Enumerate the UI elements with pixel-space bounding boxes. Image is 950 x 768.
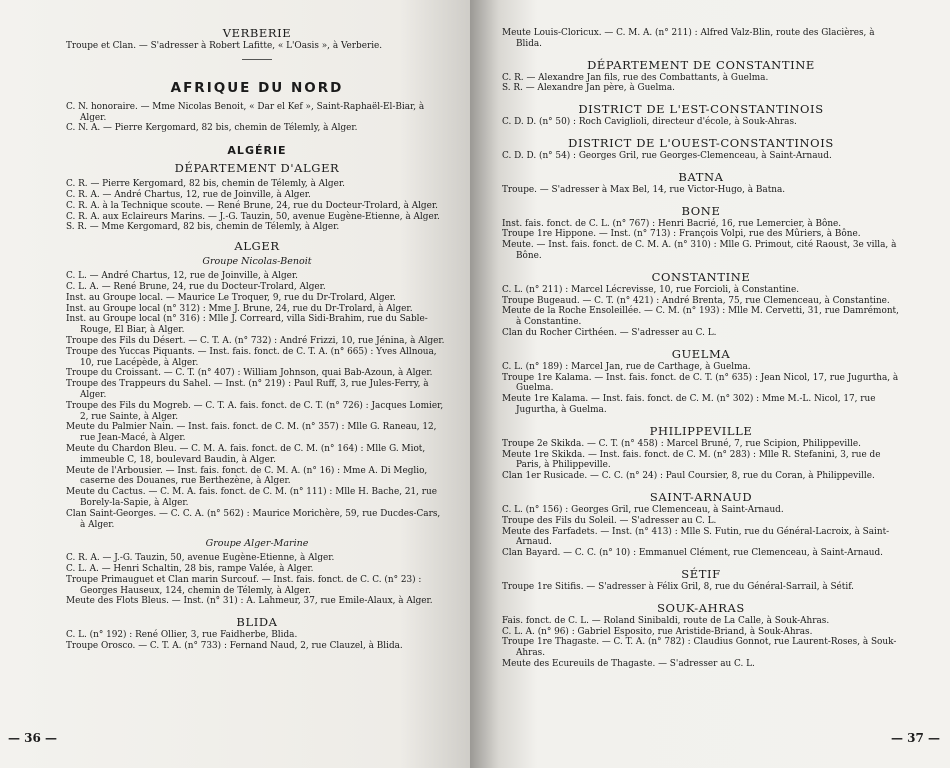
list-item: C. N. honoraire. — Mme Nicolas Benoit, « Dar el Kef », Saint-Raphaël-El-Biar, à Alger. [66,101,425,123]
section-block [502,567,900,593]
list-item: C. L. (n° 211) : Marcel Lécrevisse, 10, rue Forcioli, à Constantine. [502,284,800,295]
section-block [502,136,900,162]
list-item: Troupe des Fils du Désert. — C. T. A. (n° 732) : André Frizzi, 10, rue Jénina, à Alger. [66,335,445,346]
groupe-nicolas-entries [66,271,448,530]
section-block [502,58,900,95]
section-title: PHILIPPEVILLE [649,423,753,438]
entry-verberie: Troupe et Clan. — S'adresser à Robert Lafitte, « L'Oasis », à Verberie. [66,41,383,51]
list-item: Meute du Cactus. — C. M. A. fais. fonct. de C. M. (n° 111) : Mlle H. Bache, 21, rue Borely-la-Sapie, à Alger. [66,487,438,508]
list-item: Troupe 1re Sitifis. — S'adresser à Félix Gril, 8, rue du Général-Sarrail, à Sétif. [502,581,854,592]
section-title-verberie: VERBERIE [222,26,292,40]
list-item: Troupe 1re Hippone. — Inst. (n° 713) : François Volpi, rue des Mûriers, à Bône. [502,229,861,240]
list-item: Inst. fais. fonct. de C. L. (n° 767) : Henri Bacrié, 16, rue Lemercier, à Bône. [502,218,842,229]
section-title: SÉTIF [681,566,721,581]
groupe-alger-marine-entries [66,553,448,607]
section-title-departement-alger: DÉPARTEMENT D'ALGER [174,161,340,176]
list-item: C. L. (n° 189) : Marcel Jan, rue de Carthage, à Guelma. [502,361,751,372]
section-title: BATNA [678,169,724,184]
list-item: Clan Saint-Georges. — C. C. A. (n° 562) : Maurice Morichère, 59, rue Ducdes-Cars, à Alger. [66,508,441,530]
right-column [502,0,900,670]
list-item: Inst. au Groupe local. — Maurice Le Troquer, 9, rue du Dr-Trolard, Alger. [66,292,396,303]
right-page [470,0,950,768]
right-sections [502,58,900,670]
list-item: C. N. A. — Pierre Kergomard, 82 bis, chemin de Télemly, à Alger. [66,123,358,134]
list-item: Meute des Ecureuils de Thagaste. — S'adresser au C. L. [502,658,755,669]
list-item: C. L. (n° 156) : Georges Gril, rue Clemenceau, à Saint-Arnaud. [502,504,784,515]
section-title-blida: BLIDA [236,615,278,630]
list-item: C. L. — André Chartus, 12, rue de Joinville, à Alger. [66,271,298,282]
dept-alger-entries [66,179,448,233]
list-item: C. L. A. — René Brune, 24, rue du Docteur-Trolard, Alger. [66,281,326,292]
list-item: C. L. (n° 192) : René Ollier, 3, rue Faidherbe, Blida. [66,630,298,641]
list-item: Clan 1er Rusicade. — C. C. (n° 24) : Paul Coursier, 8, rue du Coran, à Philippeville. [502,471,875,482]
section-title: SAINT-ARNAUD [649,489,753,504]
list-item: Fais. fonct. de C. L. — Roland Sinibaldi, route de La Calle, à Souk-Ahras. [502,615,830,626]
list-item: Troupe des Fils du Soleil. — S'adresser au C. L. [502,515,717,526]
page-number-right: — 37 — [890,731,940,745]
section-block [502,490,900,559]
list-item: Inst. au Groupe local (n° 316) : Mlle J. Correard, villa Sidi-Brahim, rue du Sable-Rouge, El Biar, à Alger. [66,314,428,336]
list-item: Troupe. — S'adresser à Max Bel, 14, rue Victor-Hugo, à Batna. [502,184,786,195]
blida-entries [66,630,448,652]
list-item: Troupe 1re Thagaste. — C. T. A. (n° 782) : Claudius Gonnot, rue Laurent-Roses, à Souk-Ahras. [502,637,897,659]
list-item: Meute 1re Skikda. — Inst. fais. fonct. de C. M. (n° 283) : Mlle R. Stefanini, 3, rue de Paris, à Philippeville. [502,449,881,471]
list-item: S. R. — Mme Kergomard, 82 bis, chemin de Télemly, à Alger. [66,222,340,233]
section-block [502,424,900,482]
section-title: BONE [681,203,721,218]
list-item: C. R. A. — J.-G. Tauzin, 50, avenue Eugène-Etienne, à Alger. [66,553,335,564]
list-item: C. R. A. aux Eclaireurs Marins. — J.-G. Tauzin, 50, avenue Eugène-Etienne, à Alger. [66,211,440,222]
list-item: Meute de l'Arbousier. — Inst. fais. fonct. de C. M. A. (n° 16) : Mme A. Di Meglio, caserne des Douanes, rue Berthezène, à Alger. [66,465,428,487]
section-block [502,102,900,128]
section-block [502,347,900,416]
subsection-title-groupe-nicolas-benoit: Groupe Nicolas-Benoit [202,256,312,268]
section-block [502,270,900,339]
list-item: C. R. — Pierre Kergomard, 82 bis, chemin de Télemly, à Alger. [66,179,345,190]
list-item: C. D. D. (n° 50) : Roch Caviglioli, directeur d'école, à Souk-Ahras. [502,117,797,128]
list-item: C. L. A. (n° 96) : Gabriel Esposito, rue Aristide-Briand, à Souk-Ahras. [502,626,813,637]
list-item: Troupe Bugeaud. — C. T. (n° 421) : André Brenta, 75, rue Clemenceau, à Constantine. [502,295,890,306]
section-block [502,601,900,670]
list-item: Troupe 2e Skikda. — C. T. (n° 458) : Marcel Bruné, 7, rue Scipion, Philippeville. [502,438,861,449]
list-item: Meute de la Roche Ensoleillée. — C. M. (n° 193) : Mlle M. Cervetti, 31, rue Damrémont, à Constantine. [502,306,899,328]
left-column [66,0,448,652]
list-item: S. R. — Alexandre Jan père, à Guelma. [502,83,675,94]
list-item: Meute. — Inst. fais. fonct. de C. M. A. (n° 310) : Mlle G. Primout, cité Raoust, 3e villa, à Bône. [502,240,897,261]
list-item: Meute Louis-Cloricux. — C. M. A. (n° 211) : Alfred Valz-Blin, route des Glacières, à Blida. [502,28,875,49]
list-item: Meute des Farfadets. — Inst. (n° 413) : Mlle S. Futin, rue du Général-Lacroix, à Saint-Arnaud. [502,526,890,548]
list-item: C. L. A. — Henri Schaltin, 28 bis, rampe Valée, à Alger. [66,564,314,575]
list-item: Troupe des Yuccas Piquants. — Inst. fais. fonct. de C. T. A. (n° 665) : Yves Allnoua, 10, rue Lacépède, à Alger. [66,346,437,368]
list-item: Troupe Primauguet et Clan marin Surcouf. — Inst. fais. fonct. de C. C. (n° 23) : Georges Hauseux, 124, chemin de Télemly, à Alger. [66,574,422,596]
list-item: C. R. — Alexandre Jan fils, rue des Combattants, à Guelma. [502,72,769,83]
list-item: Meute 1re Kalama. — Inst. fais. fonct. de C. M. (n° 302) : Mme M.-L. Nicol, 17, rue Jugurtha, à Guelma. [502,394,876,415]
list-item: Troupe 1re Kalama. — Inst. fais. fonct. de C. T. (n° 635) : Jean Nicol, 17, rue Jugurtha, à Guelma. [502,372,899,394]
list-item: C. R. A. — André Chartus, 12, rue de Joinville, à Alger. [66,189,311,200]
list-item: Meute du Chardon Bleu. — C. M. A. fais. fonct. de C. M. (n° 164) : Mlle G. Miot, immeuble C, 18, boulevard Baudin, à Alger. [66,443,426,465]
carryover-entries [502,28,900,50]
afrique-entries [66,102,448,134]
list-item: Meute du Palmier Nain. — Inst. fais. fonct. de C. M. (n° 357) : Mlle G. Raneau, 12, rue Jean-Macé, à Alger. [66,422,437,444]
list-item: C. R. A. à la Technique scoute. — René Brune, 24, rue du Docteur-Trolard, à Alger. [66,200,438,211]
section-title: DISTRICT DE L'EST-CONSTANTINOIS [578,102,824,117]
list-item: Troupe des Trappeurs du Sahel. — Inst. (n° 219) : Paul Ruff, 3, rue Jules-Ferry, à Alger. [66,379,429,400]
section-title-algerie: ALGÉRIE [227,144,287,158]
section-title-alger: ALGER [234,239,280,254]
section-title: DISTRICT DE L'OUEST-CONSTANTINOIS [568,135,834,150]
subsection-title-groupe-alger-marine: Groupe Alger-Marine [205,538,309,550]
list-item: Troupe du Croissant. — C. T. (n° 407) : William Johnson, quai Bab-Azoun, à Alger. [66,368,433,379]
section-block [502,170,900,196]
section-title-afrique-du-nord: AFRIQUE DU NORD [170,79,344,96]
divider [242,59,272,60]
section-title: CONSTANTINE [651,269,751,284]
list-item: Meute des Flots Bleus. — Inst. (n° 31) : A. Lahmeur, 37, rue Emile-Alaux, à Alger. [66,596,433,607]
section-title: SOUK-AHRAS [657,600,745,615]
section-block [502,204,900,262]
list-item: Troupe Orosco. — C. T. A. (n° 733) : Fernand Naud, 2, rue Clauzel, à Blida. [66,641,403,652]
section-title: GUELMA [671,346,731,361]
list-item: Clan Bayard. — C. C. (n° 10) : Emmanuel Clément, rue Clemenceau, à Saint-Arnaud. [502,548,883,559]
left-page [0,0,470,768]
list-item: Clan du Rocher Cirthéen. — S'adresser au C. L. [502,327,717,338]
section-title: DÉPARTEMENT DE CONSTANTINE [587,57,815,72]
list-item: C. D. D. (n° 54) : Georges Gril, rue Georges-Clemenceau, à Saint-Arnaud. [502,150,832,161]
list-item: Troupe des Fils du Mogreb. — C. T. A. fais. fonct. de C. T. (n° 726) : Jacques Lomier, 2, rue Sainte, à Alger. [66,400,444,422]
page-number-left: — 36 — [8,731,58,745]
list-item: Inst. au Groupe local (n° 312) : Mme J. Brune, 24, rue du Dr-Trolard, à Alger. [66,303,413,314]
